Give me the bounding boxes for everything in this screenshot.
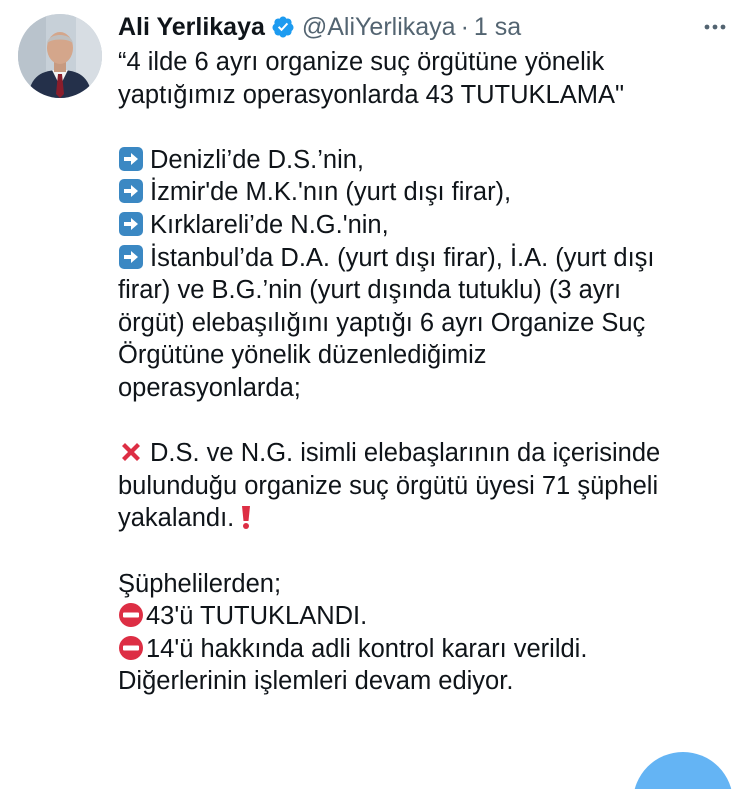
tweet-header (118, 10, 690, 44)
compose-floating-button[interactable] (633, 752, 733, 789)
tweet-text (118, 46, 738, 698)
text-line-ongoing: Diğerlerinin işlemleri devam ediyor. (118, 667, 514, 696)
bullet-text-2: İzmir'de M.K.'nın (yurt dışı firar), (150, 178, 512, 207)
avatar-portrait-icon (18, 14, 102, 98)
text-line-cross-2: bulunduğu organize suç örgütü üyesi 71 şüpheli (118, 471, 659, 500)
blank-line (118, 535, 738, 568)
cross-mark-emoji-icon (118, 439, 144, 474)
display-name[interactable]: Ali Yerlikaya (118, 12, 265, 41)
text-line-cont-2: örgüt) elebaşılığını yaptığı 6 ayrı Organize Suç (118, 308, 646, 337)
text-line-cont-4: operasyonlarda; (118, 373, 301, 402)
header-separator: · (460, 12, 469, 41)
avatar[interactable] (18, 14, 102, 98)
tweet-timestamp[interactable]: 1 sa (473, 12, 522, 41)
text-line-cont-3: Örgütüne yönelik düzenlediğimiz (118, 341, 487, 370)
bullet-text-3: Kırklareli’de N.G.'nin, (150, 210, 389, 239)
verified-badge-icon (271, 15, 295, 39)
arrested-text: 43'ü TUTUKLANDI. (146, 602, 368, 631)
judicial-text: 14'ü hakkında adli kontrol kararı verildi. (146, 634, 588, 663)
right-arrow-emoji-icon (118, 211, 144, 246)
bullet-line-4 (118, 242, 738, 275)
bullet-text-1: Denizli’de D.S.’nin, (150, 145, 365, 174)
right-arrow-emoji-icon (118, 244, 144, 279)
text-line-cont-1: firar) ve B.G.’nin (yurt dışında tutuklu) (3 ayrı (118, 276, 622, 305)
right-arrow-emoji-icon (118, 178, 144, 213)
arrested-line (118, 600, 738, 633)
judicial-line (118, 633, 738, 666)
exclamation-emoji-icon (238, 504, 254, 539)
no-entry-emoji-icon (118, 602, 144, 637)
text-line-title-1: “4 ilde 6 ayrı organize suç örgütüne yönelik (118, 48, 605, 76)
no-entry-emoji-icon (118, 635, 144, 670)
bullet-text-4: İstanbul’da D.A. (yurt dışı firar), İ.A. (yurt dışı (150, 243, 655, 272)
author-handle[interactable]: @AliYerlikaya (301, 12, 456, 41)
bullet-line-2 (118, 176, 738, 209)
text-line-suspects: Şüphelilerden; (118, 569, 282, 598)
blank-line (118, 111, 738, 144)
bullet-line-1 (118, 144, 738, 177)
blank-line (118, 405, 738, 438)
text-line-title-2: yaptığımız operasyonlarda 43 TUTUKLAMA" (118, 80, 625, 109)
right-arrow-emoji-icon (118, 146, 144, 181)
cross-text-3: yakalandı. (118, 504, 235, 533)
bullet-line-3 (118, 209, 738, 242)
cross-line-3 (118, 502, 738, 535)
cross-text-1: D.S. ve N.G. isimli elebaşlarının da içerisinde (150, 439, 661, 468)
cross-line-1 (118, 437, 738, 470)
more-options-icon[interactable] (700, 12, 730, 42)
